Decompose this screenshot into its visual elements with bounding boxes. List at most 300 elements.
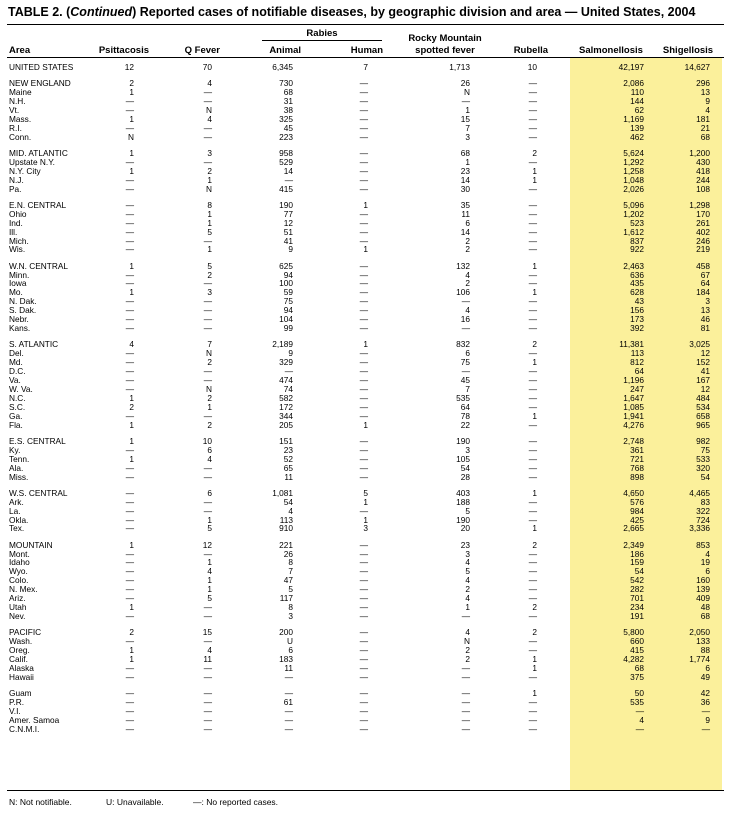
cell-psittacosis: 1 [129,113,134,124]
cell-human: — [359,462,368,473]
cell-rocky-mountain: 132 [456,260,470,271]
cell-rocky-mountain: 7 [465,122,470,133]
cell-qfever: 2 [207,165,212,176]
cell-psittacosis: — [125,226,134,237]
cell-animal: 54 [283,496,293,507]
cell-rubella: — [528,696,537,707]
cell-psittacosis: — [125,314,134,325]
cell-salmonellosis: 186 [630,548,644,559]
cell-shigellosis: — [701,723,710,734]
row-area-label: Idaho [9,557,30,568]
cell-qfever: — [203,278,212,289]
cell-animal: 31 [283,96,293,106]
cell-rocky-mountain: 535 [456,392,470,403]
cell-human: — [359,471,368,482]
cell-qfever: — [203,87,212,98]
cell-rubella: — [528,453,537,464]
row-area-label: W. Va. [9,383,33,394]
cell-shigellosis: 67 [700,269,710,280]
cell-psittacosis: 1 [129,147,134,158]
row-area-label: Wyo. [9,566,28,577]
cell-salmonellosis: 159 [630,557,644,568]
cell-psittacosis: — [125,183,134,194]
cell-rubella: — [528,104,537,115]
cell-animal: — [284,705,293,716]
cell-salmonellosis: 110 [630,87,644,98]
cell-psittacosis: — [125,557,134,568]
cell-human: — [359,314,368,325]
cell-salmonellosis: 139 [630,122,644,133]
cell-rubella: 1 [532,357,537,368]
cell-shigellosis: 402 [696,226,710,237]
cell-human: — [359,113,368,124]
row-area-label: NEW ENGLAND [9,78,71,89]
row-area-label: S. ATLANTIC [9,339,59,350]
cell-shigellosis: 68 [700,611,710,622]
cell-shigellosis: 54 [700,471,710,482]
table-row [0,707,749,716]
cell-rocky-mountain: 5 [465,566,470,577]
cell-animal: 3 [288,611,293,622]
cell-animal: 11 [284,471,293,482]
cell-human: — [359,410,368,421]
cell-rocky-mountain: — [461,705,470,716]
cell-rocky-mountain: 20 [460,523,470,534]
cell-human: — [359,584,368,595]
cell-psittacosis: — [125,323,134,334]
cell-human: — [359,366,368,377]
cell-animal: 910 [279,523,293,534]
row-area-label: Tenn. [9,453,30,464]
cell-rubella: — [528,217,537,228]
cell-salmonellosis: — [635,705,644,716]
cell-salmonellosis: 2,748 [623,435,644,446]
cell-qfever: 3 [207,147,212,158]
cell-qfever: 1 [207,244,212,255]
cell-human: 1 [363,199,368,210]
cell-animal: 51 [283,226,293,237]
cell-shigellosis: 982 [696,435,710,446]
cell-psittacosis: — [125,444,134,455]
row-area-label: Colo. [9,575,29,586]
cell-qfever: 2 [207,357,212,368]
cell-rubella: — [528,671,537,682]
cell-qfever: — [203,323,212,334]
cell-human: — [359,131,368,142]
cell-salmonellosis: 837 [630,235,644,246]
row-area-label: Wash. [9,636,33,647]
cell-human: — [359,662,368,673]
table-row [0,185,749,194]
cell-salmonellosis: 415 [630,645,644,656]
cell-psittacosis: — [125,514,134,525]
cell-rubella: — [528,96,537,106]
cell-animal: 582 [279,392,293,403]
cell-rubella: — [528,435,537,446]
cell-psittacosis: — [125,662,134,673]
row-area-label: Kans. [9,323,31,334]
cell-rocky-mountain: — [461,688,470,698]
cell-psittacosis: — [125,671,134,682]
cell-human: — [359,505,368,516]
cell-psittacosis: 2 [129,401,134,412]
cell-qfever: — [203,96,212,106]
cell-salmonellosis: 392 [630,323,644,334]
cell-human: — [359,602,368,613]
cell-qfever: 4 [207,78,212,89]
cell-animal: 38 [283,104,293,115]
row-area-label: Fla. [9,419,23,430]
row-area-label: W.N. CENTRAL [9,260,69,271]
row-area-label: N. Dak. [9,296,37,307]
cell-rocky-mountain: — [461,323,470,334]
bottom-rule [7,790,724,791]
row-area-label: S.C. [9,401,26,412]
cell-rocky-mountain: 4 [465,305,470,316]
cell-animal: 26 [283,548,293,559]
cell-human: — [359,348,368,359]
cell-rubella: — [528,548,537,559]
cell-animal: — [284,688,293,698]
cell-animal: 45 [283,122,293,133]
cell-salmonellosis: 361 [630,444,644,455]
cell-rocky-mountain: 7 [465,383,470,394]
cell-shigellosis: 133 [696,636,710,647]
cell-qfever: — [203,602,212,613]
cell-qfever: 5 [207,226,212,237]
cell-rocky-mountain: 188 [456,496,470,507]
cell-shigellosis: 6 [705,662,710,673]
cell-shigellosis: 484 [696,392,710,403]
cell-salmonellosis: 1,258 [623,165,644,176]
cell-human: — [359,392,368,403]
cell-shigellosis: 418 [696,165,710,176]
cell-shigellosis: 4,465 [689,487,710,498]
cell-rocky-mountain: 832 [456,339,470,350]
cell-shigellosis: 320 [696,462,710,473]
cell-psittacosis: — [125,410,134,421]
cell-rocky-mountain: 1,713 [449,62,470,72]
cell-animal: 730 [279,78,293,89]
cell-rocky-mountain: 4 [465,627,470,638]
cell-rubella: — [528,575,537,586]
cell-salmonellosis: 1,612 [623,226,644,237]
cell-shigellosis: 42 [700,688,710,698]
cell-animal: 9 [288,244,293,255]
cell-rocky-mountain: — [461,696,470,707]
row-area-label: Nebr. [9,314,29,325]
cell-animal: 74 [283,383,293,394]
cell-qfever: 2 [207,419,212,430]
table-row [0,245,749,254]
cell-animal: — [284,723,293,734]
cell-qfever: — [203,496,212,507]
row-area-label: UNITED STATES [9,62,74,72]
cell-rubella: 2 [532,627,537,638]
header-salmonellosis: Salmonellosis [579,45,643,56]
cell-rocky-mountain: 105 [456,453,470,464]
cell-qfever: — [203,671,212,682]
cell-animal: 474 [279,375,293,385]
cell-shigellosis: 246 [696,235,710,246]
row-area-label: N. Mex. [9,584,38,595]
cell-salmonellosis: 1,292 [623,156,644,167]
cell-qfever: N [206,183,212,194]
cell-human: — [359,654,368,664]
cell-shigellosis: 83 [700,496,710,507]
cell-human: — [359,174,368,185]
cell-human: — [359,278,368,289]
cell-salmonellosis: 282 [630,584,644,595]
cell-human: — [359,217,368,228]
table-row [0,324,749,333]
cell-shigellosis: 181 [696,113,710,124]
cell-qfever: — [203,314,212,325]
cell-salmonellosis: 54 [634,566,644,577]
cell-psittacosis: — [125,636,134,647]
cell-rocky-mountain: 16 [460,314,470,325]
cell-human: — [359,593,368,604]
cell-qfever: — [203,375,212,385]
cell-salmonellosis: 636 [630,269,644,280]
cell-psittacosis: — [125,593,134,604]
cell-animal: 1,081 [272,487,293,498]
cell-rocky-mountain: 3 [465,444,470,455]
cell-shigellosis: 13 [700,87,710,98]
cell-psittacosis: — [125,269,134,280]
cell-shigellosis: 152 [696,357,710,368]
cell-rubella: — [528,566,537,577]
cell-rocky-mountain: N [464,87,470,98]
cell-rocky-mountain: — [461,662,470,673]
row-area-label: Conn. [9,131,32,142]
cell-salmonellosis: 2,349 [623,539,644,550]
cell-human: — [359,287,368,298]
cell-rocky-mountain: 5 [465,505,470,516]
cell-animal: 12 [283,217,293,228]
row-area-label: Vt. [9,104,20,115]
cell-rocky-mountain: 11 [461,208,470,219]
cell-animal: 625 [279,260,293,271]
cell-qfever: 3 [207,287,212,298]
cell-rubella: — [528,392,537,403]
row-area-label: E.N. CENTRAL [9,199,67,210]
header-rabies: Rabies [306,28,338,39]
cell-rubella: — [528,131,537,142]
cell-rubella: 1 [532,487,537,498]
cell-animal: — [284,714,293,725]
cell-animal: 183 [279,654,293,664]
cell-salmonellosis: 42,197 [618,62,644,72]
cell-psittacosis: — [125,244,134,255]
cell-human: 1 [363,496,368,507]
cell-shigellosis: 139 [696,584,710,595]
cell-salmonellosis: 1,196 [623,375,644,385]
cell-human: — [359,714,368,725]
cell-rubella: 2 [532,602,537,613]
cell-qfever: N [206,383,212,394]
cell-animal: 68 [283,87,293,98]
cell-shigellosis: 49 [700,671,710,682]
cell-animal: 223 [279,131,293,142]
cell-human: 1 [363,244,368,255]
row-area-label: PACIFIC [9,627,42,638]
cell-salmonellosis: 922 [630,244,644,255]
cell-salmonellosis: 1,647 [623,392,644,403]
cell-human: — [359,723,368,734]
cell-animal: 172 [279,401,293,412]
cell-psittacosis: — [125,305,134,316]
cell-rubella: — [528,269,537,280]
row-area-label: MOUNTAIN [9,539,53,550]
cell-human: 3 [363,523,368,534]
cell-animal: 2,189 [272,339,293,350]
cell-shigellosis: 3 [705,296,710,307]
cell-rocky-mountain: 15 [460,113,470,124]
cell-psittacosis: — [125,575,134,586]
cell-shigellosis: 9 [705,96,710,106]
cell-salmonellosis: 1,941 [623,410,644,421]
cell-psittacosis: N [128,131,134,142]
cell-salmonellosis: 1,085 [623,401,644,412]
row-area-label: MID. ATLANTIC [9,147,68,158]
cell-human: — [359,260,368,271]
header-qfever: Q Fever [184,45,220,56]
cell-salmonellosis: 2,086 [623,78,644,89]
cell-psittacosis: — [125,174,134,185]
cell-human: — [359,453,368,464]
cell-qfever: — [203,505,212,516]
cell-shigellosis: 724 [696,514,710,525]
cell-shigellosis: 9 [705,714,710,725]
rabies-underline [262,40,382,41]
row-area-label: Ga. [9,410,23,421]
cell-shigellosis: 296 [696,78,710,89]
cell-psittacosis: — [125,505,134,516]
header-area: Area [9,45,31,56]
cell-human: — [359,208,368,219]
cell-salmonellosis: 2,665 [623,523,644,534]
cell-psittacosis: 2 [129,78,134,89]
cell-qfever: 1 [207,557,212,568]
cell-shigellosis: 458 [696,260,710,271]
cell-rocky-mountain: 106 [456,287,470,298]
cell-shigellosis: 64 [700,278,710,289]
cell-psittacosis: — [125,122,134,133]
row-area-label: Ark. [9,496,24,507]
cell-rubella: — [528,593,537,604]
cell-shigellosis: 21 [700,122,710,133]
cell-human: — [359,96,368,106]
row-area-label: E.S. CENTRAL [9,435,66,446]
cell-animal: 8 [288,557,293,568]
cell-psittacosis: — [125,348,134,359]
cell-psittacosis: 1 [129,645,134,656]
cell-shigellosis: 533 [696,453,710,464]
cell-rubella: 2 [532,147,537,158]
cell-shigellosis: 88 [700,645,710,656]
cell-salmonellosis: 4,276 [623,419,644,430]
table-row [0,63,749,72]
cell-rocky-mountain: 54 [460,462,470,473]
cell-human: — [359,645,368,656]
table-row [0,524,749,533]
header-animal: Animal [269,45,301,56]
cell-human: — [359,539,368,550]
cell-salmonellosis: 173 [630,314,644,325]
cell-human: — [359,156,368,167]
cell-rubella: 1 [532,260,537,271]
cell-human: 5 [363,487,368,498]
cell-rubella: — [528,296,537,307]
cell-animal: 104 [279,314,293,325]
cell-salmonellosis: 247 [630,383,644,394]
cell-animal: 47 [283,575,293,586]
cell-salmonellosis: 43 [634,296,644,307]
cell-shigellosis: 3,336 [689,523,710,534]
cell-qfever: 6 [207,487,212,498]
cell-animal: 59 [283,287,293,298]
cell-salmonellosis: 50 [634,688,644,698]
row-area-label: Amer. Samoa [9,714,60,725]
cell-shigellosis: 534 [696,401,710,412]
cell-qfever: — [203,688,212,698]
row-area-label: Iowa [9,278,27,289]
cell-qfever: 5 [207,260,212,271]
cell-qfever: 6 [207,444,212,455]
cell-animal: 94 [283,269,293,280]
cell-human: — [359,165,368,176]
cell-salmonellosis: 4 [639,714,644,725]
cell-shigellosis: 853 [696,539,710,550]
cell-shigellosis: 41 [700,366,710,377]
cell-rubella: — [528,305,537,316]
cell-qfever: — [203,705,212,716]
cell-psittacosis: — [125,208,134,219]
cell-rubella: — [528,208,537,219]
header-rocky-line2: spotted fever [415,45,475,56]
cell-shigellosis: 3,025 [689,339,710,350]
cell-rubella: — [528,87,537,98]
cell-salmonellosis: 2,026 [623,183,644,194]
cell-salmonellosis: 1,048 [623,174,644,185]
cell-rubella: — [528,714,537,725]
cell-human: — [359,444,368,455]
cell-human: — [359,122,368,133]
cell-human: — [359,575,368,586]
cell-qfever: 2 [207,269,212,280]
cell-animal: 4 [288,505,293,516]
cell-rocky-mountain: 6 [465,348,470,359]
cell-qfever: — [203,235,212,246]
cell-animal: 329 [279,357,293,368]
cell-rocky-mountain: 28 [460,471,470,482]
cell-rocky-mountain: 2 [465,244,470,255]
cell-salmonellosis: 542 [630,575,644,586]
cell-animal: — [284,366,293,377]
cell-shigellosis: 965 [696,419,710,430]
cell-qfever: — [203,131,212,142]
table-row [0,673,749,682]
cell-animal: 8 [288,602,293,613]
cell-rubella: 2 [532,339,537,350]
cell-psittacosis: — [125,611,134,622]
row-area-label: Tex. [9,523,25,534]
cell-rubella: — [528,419,537,430]
cell-rocky-mountain: 2 [465,645,470,656]
row-area-label: Mich. [9,235,29,246]
cell-rubella: — [528,462,537,473]
